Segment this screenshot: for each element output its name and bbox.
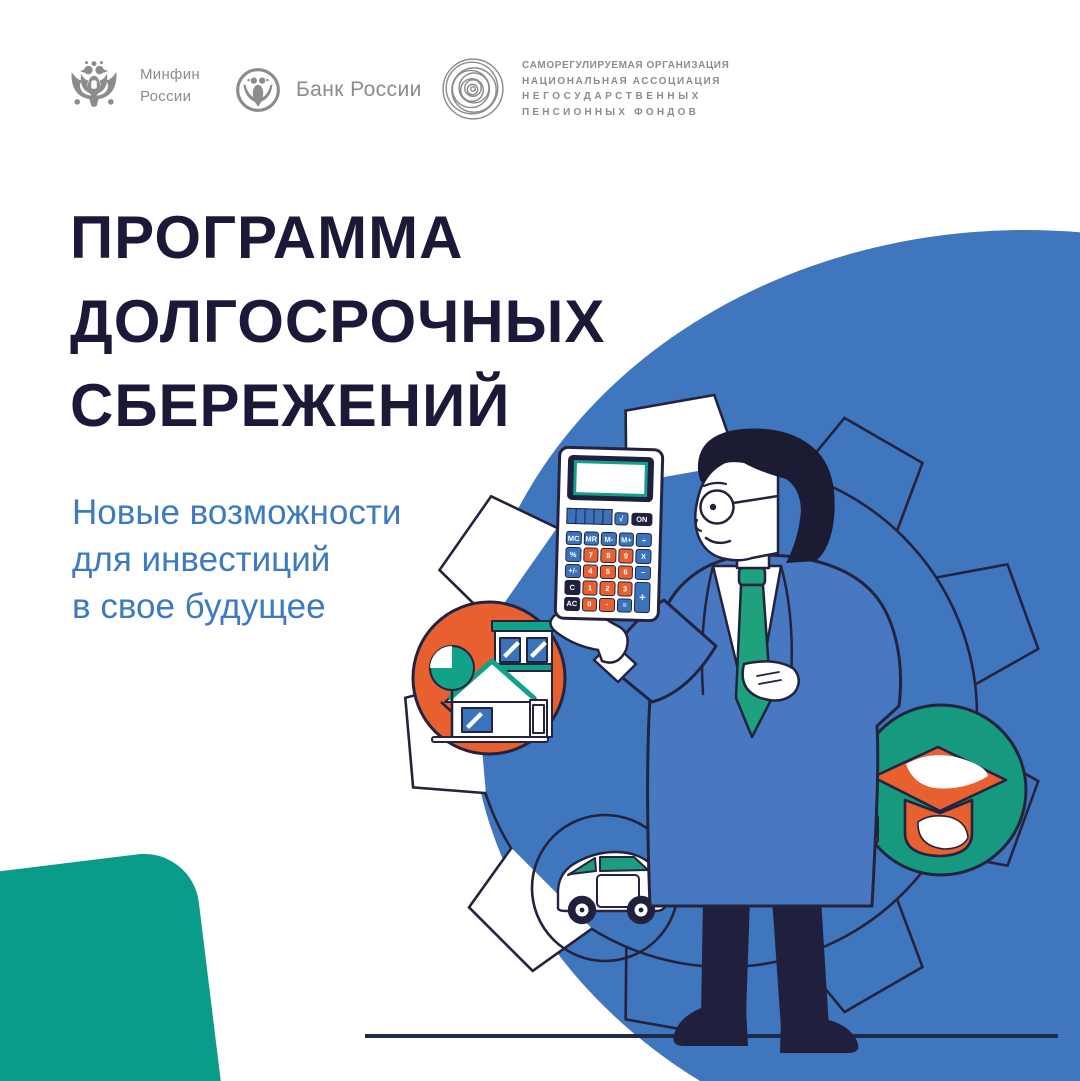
calc-button-7: 7 bbox=[583, 548, 599, 563]
napf-label-line: НАЦИОНАЛЬНАЯ АССОЦИАЦИЯ bbox=[522, 75, 722, 87]
minfin-label-line: Минфин bbox=[140, 66, 200, 84]
calc-button-X: X bbox=[636, 549, 652, 564]
minfin-label bbox=[140, 64, 200, 108]
calc-button-5: 5 bbox=[600, 565, 616, 580]
calc-button-2: 2 bbox=[599, 581, 615, 596]
calc-button-6: 6 bbox=[618, 565, 634, 580]
calc-button-·: · bbox=[599, 597, 615, 612]
calc-button-=: = bbox=[617, 598, 633, 613]
calc-button-M+: M+ bbox=[618, 532, 634, 547]
bank-russia-emblem-icon bbox=[234, 66, 282, 114]
calc-button-MC: MC bbox=[566, 531, 582, 546]
title-line: ПРОГРАММА bbox=[70, 204, 464, 271]
calc-button-3: 3 bbox=[617, 581, 633, 596]
calc-button-0: 0 bbox=[581, 597, 597, 612]
calc-button-C: C bbox=[564, 580, 580, 595]
logo-header bbox=[0, 0, 1080, 150]
napf-label-line: САМОРЕГУЛИРУЕМАЯ ОРГАНИЗАЦИЯ bbox=[522, 60, 730, 71]
calculator-mid-row bbox=[566, 508, 652, 526]
house-circle bbox=[413, 602, 565, 754]
napf-spiral-icon bbox=[440, 56, 506, 122]
title-line: ДОЛГОСРОЧНЫХ bbox=[70, 288, 606, 355]
calc-button-AC: AC bbox=[564, 596, 580, 611]
calc-button-M-: M- bbox=[601, 532, 617, 547]
calc-button-+: + bbox=[634, 582, 650, 613]
calc-button-9: 9 bbox=[618, 549, 634, 564]
calculator-solar-panel bbox=[566, 508, 611, 525]
solar-cell bbox=[602, 509, 612, 525]
calc-button-%: % bbox=[565, 547, 581, 562]
napf-label-line: ПЕНСИОННЫХ ФОНДОВ bbox=[522, 106, 700, 118]
napf-label bbox=[522, 58, 729, 120]
logo-bank-russia bbox=[234, 66, 422, 114]
calc-button-MR: MR bbox=[583, 531, 599, 546]
bank-russia-label: Банк России bbox=[296, 78, 422, 101]
calculator-power-buttons bbox=[614, 512, 653, 526]
minfin-label-line: России bbox=[140, 88, 192, 105]
page-title bbox=[70, 196, 605, 448]
subtitle-line: для инвестиций bbox=[72, 540, 331, 579]
double-headed-eagle-icon bbox=[66, 56, 122, 116]
calculator-icon bbox=[554, 446, 665, 623]
teal-corner-shape bbox=[0, 848, 245, 1081]
calc-button-4: 4 bbox=[582, 564, 598, 579]
logo-napf bbox=[440, 56, 729, 122]
calc-button-+/-: +/- bbox=[565, 564, 581, 579]
subtitle-line: в свое будущее bbox=[72, 587, 326, 626]
calc-button-1: 1 bbox=[582, 580, 598, 595]
calc-button-√: √ bbox=[614, 512, 628, 525]
calc-button-÷: ÷ bbox=[636, 533, 652, 548]
calculator-screen-frame bbox=[573, 460, 648, 497]
title-line: СБЕРЕЖЕНИЙ bbox=[70, 372, 511, 439]
calculator-screen bbox=[567, 455, 654, 502]
trousers bbox=[701, 898, 750, 1016]
calc-button-8: 8 bbox=[600, 548, 616, 563]
calc-button-−: − bbox=[635, 566, 651, 581]
calculator-display bbox=[576, 463, 645, 494]
calculator-buttons bbox=[564, 531, 652, 613]
napf-label-line: НЕГОСУДАРСТВЕННЫХ bbox=[522, 91, 702, 102]
calc-button-ON: ON bbox=[631, 513, 653, 527]
graduation-circle bbox=[856, 705, 1026, 875]
subtitle bbox=[72, 489, 401, 630]
subtitle-line: Новые возможности bbox=[72, 493, 402, 532]
logo-minfin bbox=[66, 56, 200, 116]
